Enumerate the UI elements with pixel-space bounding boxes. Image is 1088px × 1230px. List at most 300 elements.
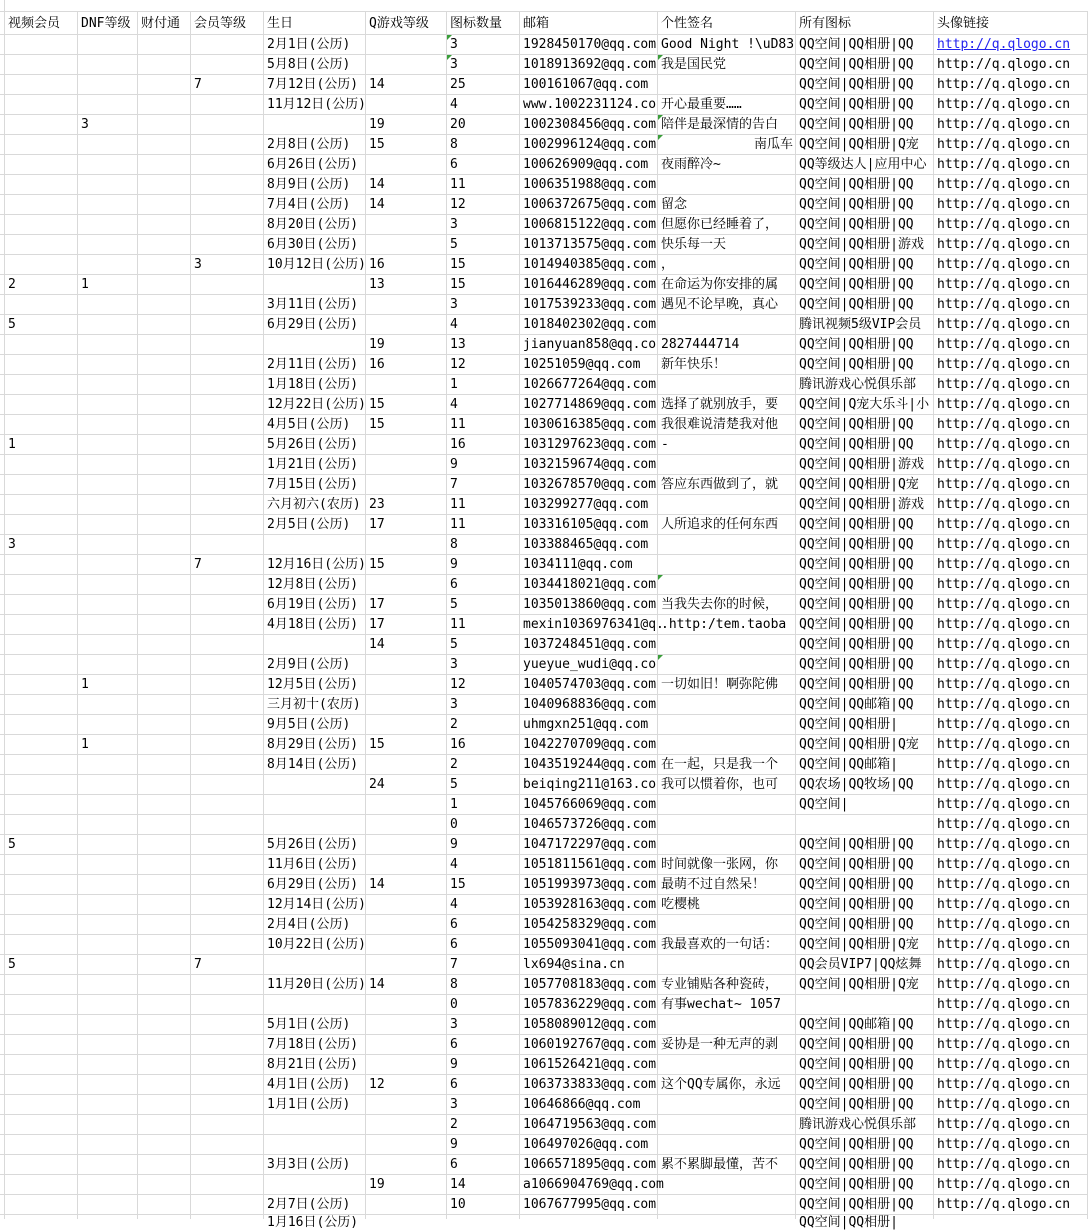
cell[interactable]	[78, 295, 138, 314]
cell[interactable]: 15	[366, 395, 447, 414]
cell[interactable]	[78, 755, 138, 774]
cell[interactable]: QQ空间|QQ相册|QQ	[796, 1135, 934, 1154]
cell[interactable]: http://q.qlogo.cn	[934, 675, 1088, 694]
cell[interactable]	[138, 655, 191, 674]
cell[interactable]: http://q.qlogo.cn	[934, 375, 1088, 394]
cell[interactable]	[78, 815, 138, 834]
cell[interactable]: 6月29日(公历)	[264, 875, 366, 894]
cell[interactable]	[5, 375, 78, 394]
cell[interactable]	[191, 1095, 264, 1114]
cell[interactable]: 16	[366, 355, 447, 374]
cell[interactable]: QQ空间|QQ邮箱|QQ	[796, 695, 934, 714]
cell[interactable]: 1006351988@qq.com	[520, 175, 658, 194]
cell[interactable]	[78, 375, 138, 394]
cell[interactable]: 12月22日(公历)	[264, 395, 366, 414]
cell[interactable]: http://q.qlogo.cn	[934, 175, 1088, 194]
cell[interactable]: 1057836229@qq.com	[520, 995, 658, 1014]
cell[interactable]	[78, 195, 138, 214]
cell[interactable]: http://q.qlogo.cn	[934, 635, 1088, 654]
cell[interactable]: 8月29日(公历)	[264, 735, 366, 754]
cell[interactable]: 11月20日(公历)	[264, 975, 366, 994]
cell[interactable]	[5, 235, 78, 254]
cell[interactable]: QQ空间|QQ相册|QQ	[796, 1195, 934, 1214]
cell[interactable]: 6	[447, 1155, 520, 1174]
cell[interactable]: 5月26日(公历)	[264, 835, 366, 854]
cell[interactable]	[138, 715, 191, 734]
cell[interactable]	[78, 1015, 138, 1034]
cell[interactable]: 4	[447, 855, 520, 874]
cell[interactable]	[138, 1155, 191, 1174]
cell[interactable]: 三月初十(农历)	[264, 695, 366, 714]
cell[interactable]	[78, 1155, 138, 1174]
cell[interactable]: 6	[447, 915, 520, 934]
cell[interactable]	[191, 95, 264, 114]
cell[interactable]: http://q.qlogo.cn	[934, 1055, 1088, 1074]
cell[interactable]	[366, 475, 447, 494]
cell[interactable]	[658, 315, 796, 334]
cell[interactable]: 3	[447, 1095, 520, 1114]
cell[interactable]: 专业铺贴各种瓷砖，	[658, 975, 796, 994]
cell[interactable]: QQ空间|QQ相册|QQ	[796, 275, 934, 294]
cell[interactable]: 我最喜欢的一句话：	[658, 935, 796, 954]
cell[interactable]: 7	[191, 555, 264, 574]
cell[interactable]	[191, 215, 264, 234]
cell[interactable]: 1061526421@qq.com	[520, 1055, 658, 1074]
cell[interactable]	[191, 675, 264, 694]
cell[interactable]	[264, 635, 366, 654]
cell[interactable]: 5	[447, 595, 520, 614]
cell[interactable]	[78, 1135, 138, 1154]
cell[interactable]	[366, 835, 447, 854]
cell[interactable]: QQ空间|QQ相册|Q宠	[796, 975, 934, 994]
cell[interactable]	[366, 535, 447, 554]
cell[interactable]	[5, 1135, 78, 1154]
cell[interactable]: 快乐每一天	[658, 235, 796, 254]
cell[interactable]: 1040574703@qq.com	[520, 675, 658, 694]
cell[interactable]: 5	[5, 955, 78, 974]
cell[interactable]: 15	[366, 555, 447, 574]
cell[interactable]	[191, 975, 264, 994]
cell[interactable]: http://q.qlogo.cn	[934, 735, 1088, 754]
cell[interactable]: http://q.qlogo.cn	[934, 595, 1088, 614]
cell[interactable]: 7	[191, 75, 264, 94]
column-header-9[interactable]: 个性签名	[658, 12, 796, 34]
cell[interactable]	[78, 795, 138, 814]
cell[interactable]	[78, 635, 138, 654]
cell[interactable]: 6	[447, 155, 520, 174]
cell[interactable]	[366, 295, 447, 314]
cell[interactable]	[138, 775, 191, 794]
cell[interactable]: QQ空间|QQ相册|Q宠	[796, 935, 934, 954]
cell[interactable]: 17	[366, 615, 447, 634]
cell[interactable]: http://q.qlogo.cn	[934, 135, 1088, 154]
cell[interactable]: 2	[447, 715, 520, 734]
cell[interactable]: 2月5日(公历)	[264, 515, 366, 534]
cell[interactable]	[138, 1035, 191, 1054]
cell[interactable]	[191, 395, 264, 414]
cell[interactable]: 7	[447, 955, 520, 974]
cell[interactable]: 夜雨醉冷~	[658, 155, 796, 174]
cell[interactable]: 1030616385@qq.com	[520, 415, 658, 434]
cell[interactable]: 在一起，只是我一个	[658, 755, 796, 774]
cell[interactable]	[191, 1175, 264, 1194]
cell[interactable]: 7	[191, 955, 264, 974]
cell[interactable]	[366, 315, 447, 334]
cell[interactable]	[658, 955, 796, 974]
cell[interactable]: 6月29日(公历)	[264, 315, 366, 334]
cell[interactable]: 11	[447, 175, 520, 194]
cell[interactable]	[5, 755, 78, 774]
cell[interactable]	[191, 1075, 264, 1094]
cell[interactable]: 2	[447, 755, 520, 774]
cell[interactable]	[191, 575, 264, 594]
cell[interactable]	[78, 975, 138, 994]
cell[interactable]	[5, 355, 78, 374]
cell[interactable]	[78, 555, 138, 574]
cell[interactable]	[264, 1115, 366, 1134]
cell[interactable]: 15	[447, 255, 520, 274]
cell[interactable]	[5, 655, 78, 674]
cell[interactable]	[366, 575, 447, 594]
cell[interactable]: 腾讯游戏心悦俱乐部	[796, 1115, 934, 1134]
column-header-7[interactable]: 图标数量	[447, 12, 520, 34]
cell[interactable]	[658, 175, 796, 194]
cell[interactable]	[5, 975, 78, 994]
cell[interactable]	[366, 215, 447, 234]
cell[interactable]: 4月1日(公历)	[264, 1075, 366, 1094]
cell[interactable]: 1	[5, 435, 78, 454]
cell[interactable]	[138, 355, 191, 374]
cell[interactable]: 24	[366, 775, 447, 794]
cell[interactable]: QQ空间|QQ相册|QQ	[796, 1095, 934, 1114]
cell[interactable]: 6	[447, 935, 520, 954]
cell[interactable]: http://q.qlogo.cn	[934, 1115, 1088, 1134]
cell[interactable]	[264, 1175, 366, 1194]
cell[interactable]	[5, 855, 78, 874]
cell[interactable]	[934, 1215, 1088, 1219]
cell[interactable]: 0	[447, 815, 520, 834]
cell[interactable]	[658, 795, 796, 814]
cell[interactable]: http://q.qlogo.cn	[934, 935, 1088, 954]
cell[interactable]: QQ空间|QQ相册|QQ	[796, 595, 934, 614]
cell[interactable]: 1054258329@qq.com	[520, 915, 658, 934]
cell[interactable]	[138, 875, 191, 894]
cell[interactable]: 5	[447, 775, 520, 794]
cell[interactable]	[5, 1015, 78, 1034]
cell[interactable]: http://q.qlogo.cn	[934, 655, 1088, 674]
cell[interactable]: -	[658, 435, 796, 454]
cell[interactable]	[138, 835, 191, 854]
cell[interactable]	[366, 715, 447, 734]
cell[interactable]	[138, 215, 191, 234]
cell[interactable]: 有事wechat~ 1057	[658, 995, 796, 1014]
cell[interactable]: QQ空间|QQ相册|QQ	[796, 555, 934, 574]
cell[interactable]: 3	[447, 655, 520, 674]
cell[interactable]: 16	[366, 255, 447, 274]
cell[interactable]	[191, 1135, 264, 1154]
cell[interactable]: 8月9日(公历)	[264, 175, 366, 194]
cell[interactable]	[366, 1095, 447, 1114]
cell[interactable]	[264, 995, 366, 1014]
cell[interactable]	[138, 1115, 191, 1134]
cell[interactable]: 在命运为你安排的属	[658, 275, 796, 294]
cell[interactable]: 3	[5, 535, 78, 554]
cell[interactable]	[658, 455, 796, 474]
cell[interactable]	[796, 995, 934, 1014]
cell[interactable]	[191, 795, 264, 814]
cell[interactable]: http://q.qlogo.cn	[934, 615, 1088, 634]
cell[interactable]: 1058089012@qq.com	[520, 1015, 658, 1034]
cell[interactable]	[264, 275, 366, 294]
cell[interactable]	[191, 415, 264, 434]
cell[interactable]	[191, 655, 264, 674]
cell[interactable]: 16	[447, 735, 520, 754]
cell[interactable]	[658, 575, 796, 594]
cell[interactable]: 1047172297@qq.com	[520, 835, 658, 854]
cell[interactable]: 10646866@qq.com	[520, 1095, 658, 1114]
cell[interactable]	[366, 1035, 447, 1054]
cell[interactable]	[191, 875, 264, 894]
cell[interactable]: 20	[447, 115, 520, 134]
cell[interactable]: http://q.qlogo.cn	[934, 1075, 1088, 1094]
cell[interactable]	[138, 1095, 191, 1114]
cell[interactable]: 1060192767@qq.com	[520, 1035, 658, 1054]
cell[interactable]: 7月4日(公历)	[264, 195, 366, 214]
cell[interactable]	[366, 375, 447, 394]
cell[interactable]	[366, 1195, 447, 1214]
cell[interactable]: 最萌不过自然呆！	[658, 875, 796, 894]
cell[interactable]: jianyuan858@qq.co	[520, 335, 658, 354]
cell[interactable]	[191, 475, 264, 494]
cell[interactable]: 1051993973@qq.com	[520, 875, 658, 894]
column-header-2[interactable]: DNF等级	[78, 12, 138, 34]
cell[interactable]: 3	[447, 215, 520, 234]
cell[interactable]	[191, 895, 264, 914]
cell[interactable]: http://q.qlogo.cn	[934, 835, 1088, 854]
cell[interactable]: http://q.qlogo.cn	[934, 115, 1088, 134]
cell[interactable]	[5, 215, 78, 234]
cell[interactable]	[78, 1095, 138, 1114]
cell[interactable]	[5, 175, 78, 194]
cell[interactable]: 7	[447, 475, 520, 494]
cell[interactable]	[138, 975, 191, 994]
cell[interactable]	[5, 895, 78, 914]
cell[interactable]	[366, 155, 447, 174]
cell[interactable]: 103316105@qq.com	[520, 515, 658, 534]
cell[interactable]	[138, 435, 191, 454]
cell[interactable]	[191, 355, 264, 374]
cell[interactable]: 1057708183@qq.com	[520, 975, 658, 994]
cell[interactable]	[5, 1175, 78, 1194]
cell[interactable]: 1027714869@qq.com	[520, 395, 658, 414]
cell[interactable]: 1037248451@qq.com	[520, 635, 658, 654]
cell[interactable]: http://q.qlogo.cn	[934, 395, 1088, 414]
cell[interactable]	[5, 575, 78, 594]
cell[interactable]: 1	[78, 675, 138, 694]
cell[interactable]	[191, 815, 264, 834]
cell[interactable]	[78, 435, 138, 454]
cell[interactable]	[658, 555, 796, 574]
cell[interactable]	[138, 75, 191, 94]
cell[interactable]: 9	[447, 1135, 520, 1154]
cell[interactable]: a1066904769@qq.com	[520, 1175, 658, 1194]
cell[interactable]	[191, 195, 264, 214]
cell[interactable]: http://q.qlogo.cn	[934, 955, 1088, 974]
cell[interactable]	[264, 795, 366, 814]
cell[interactable]	[191, 455, 264, 474]
cell[interactable]: 陪伴是最深情的告白	[658, 115, 796, 134]
cell[interactable]	[191, 535, 264, 554]
cell[interactable]	[138, 315, 191, 334]
cell[interactable]: 12	[447, 195, 520, 214]
cell[interactable]: 3	[447, 35, 520, 54]
cell[interactable]	[78, 215, 138, 234]
cell[interactable]: QQ空间|QQ相册|QQ	[796, 575, 934, 594]
cell[interactable]: 1002308456@qq.com	[520, 115, 658, 134]
cell[interactable]	[366, 675, 447, 694]
cell[interactable]: 103299277@qq.com	[520, 495, 658, 514]
cell[interactable]	[658, 635, 796, 654]
cell[interactable]: 6	[447, 1075, 520, 1094]
cell[interactable]	[191, 595, 264, 614]
cell[interactable]	[658, 715, 796, 734]
cell[interactable]	[934, 35, 1088, 54]
cell[interactable]	[138, 475, 191, 494]
cell[interactable]: http://q.qlogo.cn	[934, 455, 1088, 474]
cell[interactable]: 这个QQ专属你，永远	[658, 1075, 796, 1094]
cell[interactable]	[658, 1095, 796, 1114]
cell[interactable]: QQ空间|QQ相册|QQ	[796, 675, 934, 694]
cell[interactable]: http://q.qlogo.cn	[934, 415, 1088, 434]
cell[interactable]: 100161067@qq.com	[520, 75, 658, 94]
cell[interactable]	[138, 1215, 191, 1219]
cell[interactable]	[191, 515, 264, 534]
cell[interactable]	[138, 1055, 191, 1074]
cell[interactable]: 但愿你已经睡着了，	[658, 215, 796, 234]
cell[interactable]	[264, 815, 366, 834]
cell[interactable]	[264, 115, 366, 134]
cell[interactable]: yueyue_wudi@qq.co	[520, 655, 658, 674]
cell[interactable]: QQ空间|QQ邮箱|	[796, 755, 934, 774]
cell[interactable]	[5, 475, 78, 494]
cell[interactable]: 1	[78, 735, 138, 754]
cell[interactable]	[366, 455, 447, 474]
cell[interactable]	[366, 35, 447, 54]
cell[interactable]: 1043519244@qq.com	[520, 755, 658, 774]
cell[interactable]	[78, 915, 138, 934]
cell[interactable]	[658, 1175, 796, 1194]
cell[interactable]	[366, 895, 447, 914]
cell[interactable]: mexin1036976341@q.	[520, 615, 658, 634]
cell[interactable]: 腾讯视频5级VIP会员	[796, 315, 934, 334]
cell[interactable]	[138, 1195, 191, 1214]
cell[interactable]: http://q.qlogo.cn	[934, 1095, 1088, 1114]
cell[interactable]: 17	[366, 595, 447, 614]
cell[interactable]: http://q.qlogo.cn	[934, 1195, 1088, 1214]
cell[interactable]: 3	[447, 695, 520, 714]
cell[interactable]	[78, 235, 138, 254]
cell[interactable]	[78, 715, 138, 734]
cell[interactable]: 1月18日(公历)	[264, 375, 366, 394]
cell[interactable]	[366, 1115, 447, 1134]
cell[interactable]	[5, 995, 78, 1014]
cell[interactable]: 3	[191, 255, 264, 274]
cell[interactable]	[138, 1175, 191, 1194]
cell[interactable]	[138, 555, 191, 574]
cell[interactable]: 6	[447, 1035, 520, 1054]
cell[interactable]	[366, 1155, 447, 1174]
cell[interactable]: http://q.qlogo.cn	[934, 475, 1088, 494]
cell[interactable]: http://q.qlogo.cn	[934, 495, 1088, 514]
cell[interactable]: QQ空间|QQ相册|	[796, 715, 934, 734]
column-header-5[interactable]: 生日	[264, 12, 366, 34]
cell[interactable]: QQ空间|QQ相册|QQ	[796, 1055, 934, 1074]
cell[interactable]: http://q.qlogo.cn	[934, 1035, 1088, 1054]
cell[interactable]	[658, 375, 796, 394]
cell[interactable]	[138, 1075, 191, 1094]
cell[interactable]	[191, 155, 264, 174]
cell[interactable]: QQ空间|QQ相册|QQ	[796, 75, 934, 94]
cell[interactable]	[191, 775, 264, 794]
cell[interactable]: QQ空间|QQ相册|QQ	[796, 895, 934, 914]
cell[interactable]: QQ空间|QQ相册|Q宠	[796, 135, 934, 154]
cell[interactable]: http://q.qlogo.cn	[934, 295, 1088, 314]
cell[interactable]	[366, 935, 447, 954]
cell[interactable]: QQ空间|QQ相册|QQ	[796, 195, 934, 214]
cell[interactable]: 6月26日(公历)	[264, 155, 366, 174]
cell[interactable]	[191, 1155, 264, 1174]
cell[interactable]	[366, 95, 447, 114]
cell[interactable]	[138, 1015, 191, 1034]
cell[interactable]: 遇见不论早晚，真心	[658, 295, 796, 314]
column-header-6[interactable]: Q游戏等级	[366, 12, 447, 34]
cell[interactable]: 15	[366, 415, 447, 434]
cell[interactable]: 10251059@qq.com	[520, 355, 658, 374]
cell[interactable]	[264, 535, 366, 554]
cell[interactable]: 1月21日(公历)	[264, 455, 366, 474]
cell[interactable]: 8月14日(公历)	[264, 755, 366, 774]
cell[interactable]	[366, 855, 447, 874]
cell[interactable]: 14	[366, 175, 447, 194]
cell[interactable]: 25	[447, 75, 520, 94]
cell[interactable]	[5, 395, 78, 414]
cell[interactable]: 1046573726@qq.com	[520, 815, 658, 834]
cell[interactable]: 1006815122@qq.com	[520, 215, 658, 234]
cell[interactable]: lx694@sina.cn	[520, 955, 658, 974]
cell[interactable]: http://q.qlogo.cn	[934, 895, 1088, 914]
cell[interactable]: 2月7日(公历)	[264, 1195, 366, 1214]
cell[interactable]: 1034418021@qq.com	[520, 575, 658, 594]
cell[interactable]: QQ空间|QQ相册|QQ	[796, 355, 934, 374]
cell[interactable]	[366, 995, 447, 1014]
cell[interactable]	[191, 495, 264, 514]
cell[interactable]: 9	[447, 555, 520, 574]
cell[interactable]	[138, 395, 191, 414]
cell[interactable]: 累不累脚最懂，苦不	[658, 1155, 796, 1174]
cell[interactable]: QQ空间|QQ相册|QQ	[796, 115, 934, 134]
cell[interactable]	[78, 95, 138, 114]
cell[interactable]	[658, 1195, 796, 1214]
column-header-3[interactable]: 财付通	[138, 12, 191, 34]
cell[interactable]	[5, 295, 78, 314]
cell[interactable]	[5, 615, 78, 634]
cell[interactable]	[138, 755, 191, 774]
cell[interactable]: 19	[366, 115, 447, 134]
cell[interactable]: QQ空间|QQ相册|QQ	[796, 415, 934, 434]
cell[interactable]: http://q.qlogo.cn	[934, 335, 1088, 354]
cell[interactable]: 1040968836@qq.com	[520, 695, 658, 714]
cell[interactable]: 腾讯游戏心悦俱乐部	[796, 375, 934, 394]
